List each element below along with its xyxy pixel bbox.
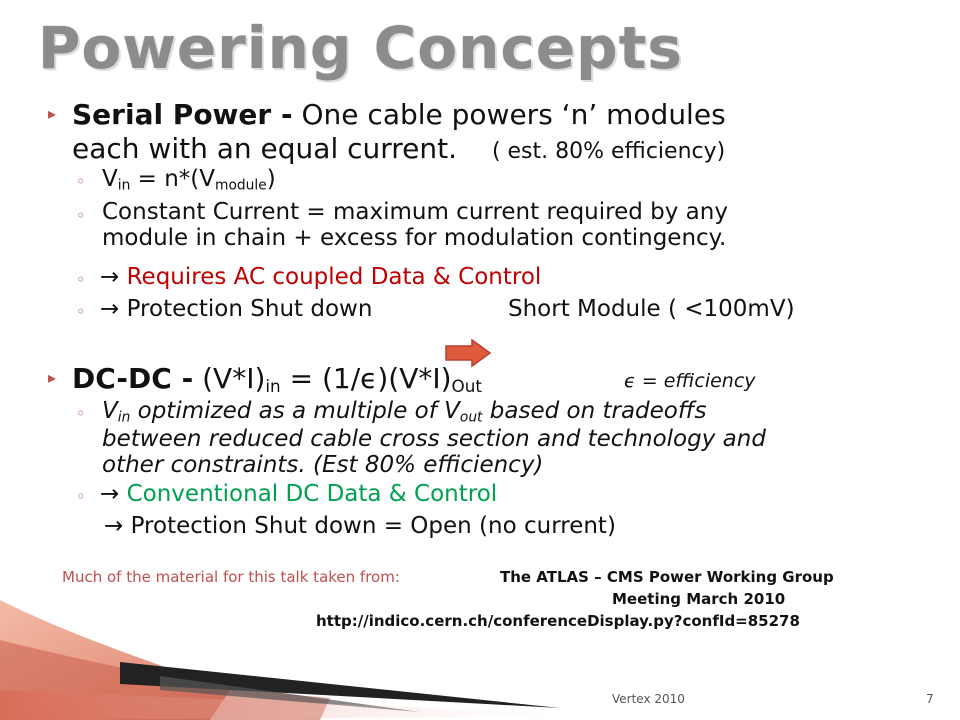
sub-bullet-ring-icon: ◦ (76, 302, 86, 321)
dcdc-vout-sub: out (459, 409, 483, 426)
serial-ac-line (100, 264, 541, 290)
footer-event: Vertex 2010 (612, 692, 685, 706)
dcdc-vin-sub: in (117, 409, 131, 426)
serial-heading: Serial Power - (72, 98, 293, 131)
serial-line1 (72, 98, 726, 131)
serial-line2 (72, 132, 725, 165)
serial-text-a: One cable powers ‘n’ modules (292, 98, 726, 131)
serial-text-b: each with an equal current. (72, 132, 458, 165)
footer-page-number: 7 (926, 692, 934, 706)
bullet-triangle-icon: ▸ (48, 104, 57, 123)
serial-protection-line (100, 296, 372, 322)
sub-bullet-ring-icon: ◦ (76, 270, 86, 289)
source-url[interactable]: http://indico.cern.ch/conferenceDisplay.py?confId=85278 (316, 612, 800, 630)
dcdc-vin-text: optimized as a multiple of V (130, 398, 460, 424)
protection-text: Protection Shut down (119, 296, 373, 322)
dcdc-protection-line (104, 513, 616, 539)
dcdc-eq-b: = (1/ϵ)(V*I) (280, 362, 452, 395)
dcdc-heading: DC-DC - (72, 362, 194, 395)
sub-bullet-ring-icon: ◦ (76, 206, 86, 225)
ac-text: Requires AC coupled Data & Control (119, 264, 542, 290)
serial-protection-result: Short Module ( <100mV) (508, 296, 795, 322)
vin-sub: in (117, 177, 131, 194)
slide-title: Powering Concepts (38, 14, 683, 82)
serial-cc-line1: Constant Current = maximum current required by any (102, 199, 728, 225)
dcdc-conventional-line (100, 481, 497, 507)
epsilon-definition: ϵ = efficiency (624, 370, 756, 392)
right-arrow-icon: → (104, 513, 124, 539)
dcdc-vin-line (102, 398, 706, 425)
source-line2: Meeting March 2010 (612, 590, 786, 608)
serial-cc-line2: module in chain + excess for modulation contingency. (102, 225, 727, 251)
right-arrow-icon: → (100, 296, 120, 322)
dcdc-eq-a: (V*I) (193, 362, 266, 395)
sub-bullet-ring-icon: ◦ (76, 404, 86, 423)
vin-eq: = n*(V (130, 166, 215, 192)
serial-efficiency: ( est. 80% efficiency) (491, 139, 726, 164)
right-arrow-icon: → (100, 481, 120, 507)
sub-bullet-ring-icon: ◦ (76, 172, 86, 191)
dcdc-line3: other constraints. (Est 80% efficiency) (102, 452, 544, 478)
dcdc-line1 (72, 362, 482, 396)
dcdc-vin-text2: based on tradeoffs (482, 398, 707, 424)
vin-close: ) (266, 166, 276, 192)
dcdc-protection-text: Protection Shut down = Open (no current) (123, 513, 616, 539)
dcdc-eq-b-sub: Out (451, 376, 482, 397)
dcdc-line2: between reduced cable cross section and technology and (102, 426, 766, 452)
source-line1: The ATLAS – CMS Power Working Group (500, 568, 834, 586)
source-lead: Much of the material for this talk taken from: (62, 568, 400, 586)
sub-bullet-ring-icon: ◦ (76, 487, 86, 506)
right-arrow-icon: → (100, 264, 120, 290)
vin-symbol: V (102, 166, 118, 192)
dcdc-eq-a-sub: in (265, 376, 281, 397)
vmodule-sub: module (215, 177, 267, 194)
bullet-triangle-icon: ▸ (48, 368, 57, 387)
conventional-text: Conventional DC Data & Control (119, 481, 498, 507)
serial-vin-line (102, 166, 276, 193)
dcdc-vin-symbol: V (102, 398, 118, 424)
